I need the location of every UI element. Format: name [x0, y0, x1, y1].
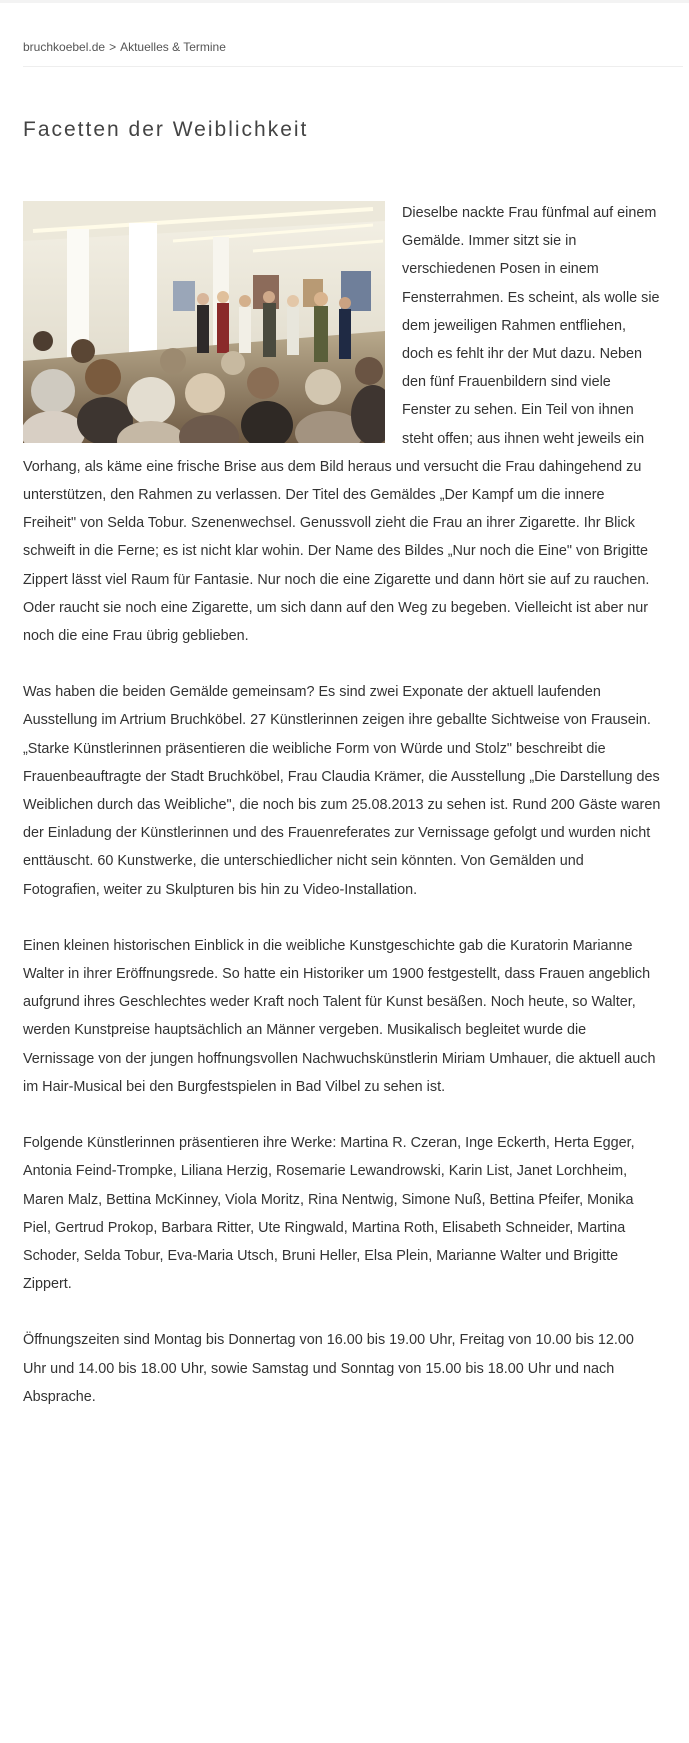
- header-divider: [23, 66, 683, 67]
- article-photo: [23, 201, 385, 443]
- photo-illustration: [23, 201, 385, 443]
- breadcrumb-section-link[interactable]: Aktuelles & Termine: [120, 40, 226, 54]
- paragraph-opening-hours: Öffnungszeiten sind Montag bis Donnertag von 16.00 bis 19.00 Uhr, Freitag von 10.00 bis 12.00 Uhr und 14.00 bis 18.00 Uhr, sowie Samstag und Sonntag von 15.00 bis 18.00 Uhr und nach Absprache.: [23, 1332, 634, 1405]
- top-bar: [0, 0, 689, 3]
- breadcrumb: [23, 40, 226, 54]
- article-body: [23, 199, 661, 1439]
- paragraph-artists: Folgende Künstlerinnen präsentieren ihre Werke: Martina R. Czeran, Inge Eckerth, Herta Egger, Antonia Feind-Trompke, Liliana Herzig, Rosemarie Lewandrowski, Karin List, Janet Lorchheim, Maren Malz, Bettina McKinney, Viola Moritz, Rina Nentwig, Simone Nuß, Bettina Pfeifer, Monika Piel, Gertrud Prokop, Barbara Ritter, Ute Ringwald, Martina Roth, Elisabeth Schneider, Martina Schoder, Selda Tobur, Eva-Maria Utsch, Bruni Heller, Elsa Plein, Marianne Walter und Brigitte Zippert.: [23, 1135, 635, 1293]
- paragraph-exhibition: Was haben die beiden Gemälde gemeinsam? Es sind zwei Exponate der aktuell laufenden Ausstellung im Artrium Bruchköbel. 27 Künstlerinnen zeigen ihre geballte Sichtweise von Frausein. „Starke Künstlerinnen präsentieren die weibliche Form von Würde und Stolz" beschreibt die Frauenbeauftragte der Stadt Bruchköbel, Frau Claudia Krämer, die Ausstellung „Die Darstellung des Weiblichen durch das Weibliche", die noch bis zum 25.08.2013 zu sehen ist. Rund 200 Gäste waren der Einladung der Künstlerinnen und des Frauenreferates zur Vernissage gefolgt und wurden nicht enttäuscht. 60 Kunstwerke, die unterschiedlicher nicht sein könnten. Von Gemälden und Fotografien, weiter zu Skulpturen bis hin zu Video-Installation.: [23, 684, 661, 898]
- paragraph-intro: Dieselbe nackte Frau fünfmal auf einem Gemälde. Immer sitzt sie in verschiedenen Posen in einem Fensterrahmen. Es scheint, als wolle sie dem jeweiligen Rahmen entfliehen, doch es fehlt ihr der Mut dazu. Neben den fünf Frauenbildern sind viele Fenster zu sehen. Ein Teil von ihnen steht offen; aus ihnen weht jeweils ein Vorhang, als käme eine frische Brise aus dem Bild heraus und versucht die Frau dahingehend zu unterstützen, den Rahmen zu verlassen. Der Titel des Gemäldes „Der Kampf um die innere Freiheit" von Selda Tobur. Szenenwechsel. Genussvoll zieht die Frau an ihrer Zigarette. Ihr Blick schweift in die Ferne; es ist nicht klar wohin. Der Name des Bildes „Nur noch die Eine" von Brigitte Zippert lässt viel Raum für Fantasie. Nur noch die eine Zigarette und dann hört sie auf zu rauchen. Oder raucht sie noch eine Zigarette, um sich dann auf den Weg zu begeben. Vielleicht ist aber nur noch die eine Frau übrig geblieben.: [23, 205, 660, 645]
- breadcrumb-home-link[interactable]: bruchkoebel.de: [23, 40, 106, 54]
- paragraph-history: Einen kleinen historischen Einblick in die weibliche Kunstgeschichte gab die Kuratorin Marianne Walter in ihrer Eröffnungsrede. So hatte ein Historiker um 1900 festgestellt, dass Frauen angeblich aufgrund ihres Geschlechtes weder Kraft noch Talent für Kunst besäßen. Noch heute, so Walter, werden Kunstpreise hauptsächlich an Männer vergeben. Musikalisch begleitet wurde die Vernissage von der jungen hoffnungsvollen Nachwuchskünstlerin Miriam Umhauer, die aktuell auch im Hair-Musical bei den Burgfestspielen in Bad Vilbel zu sehen ist.: [23, 937, 656, 1095]
- page-title: Facetten der Weiblichkeit: [23, 118, 309, 141]
- breadcrumb-separator: >: [109, 40, 117, 54]
